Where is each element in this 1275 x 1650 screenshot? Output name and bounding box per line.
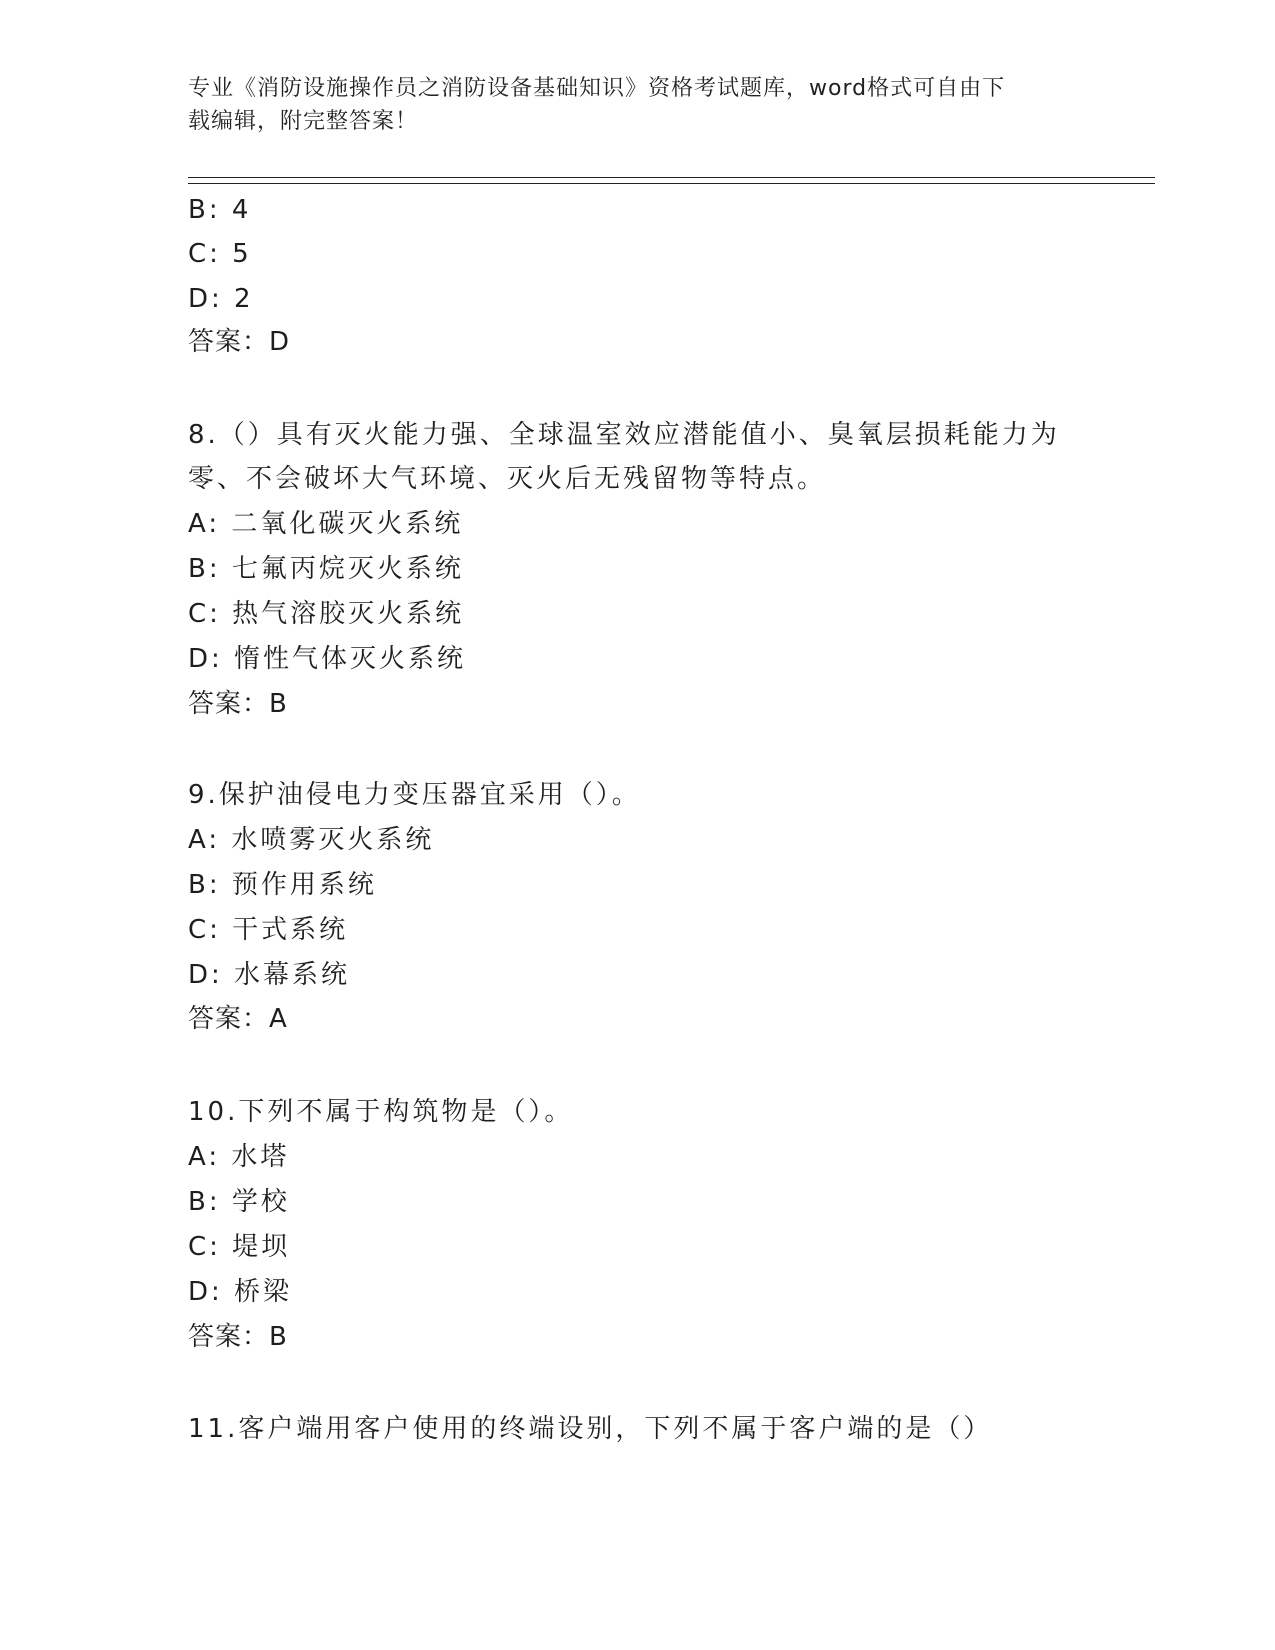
q7-answer: 答案：D [188, 327, 291, 357]
q7-option-c: C: 5 [188, 239, 252, 269]
q10-answer: 答案：B [188, 1322, 288, 1352]
q9-option-c: C: 干式系统 [188, 915, 349, 945]
q8-stem-line-2: 零、不会破坏大气环境、灭火后无残留物等特点。 [188, 464, 827, 494]
q9-option-a: A: 水喷雾灭火系统 [188, 825, 435, 855]
q10-stem: 10.下列不属于构筑物是（）。 [188, 1097, 574, 1127]
q11-stem: 11.客户端用客户使用的终端设别，下列不属于客户端的是（） [188, 1414, 993, 1444]
q10-option-b: B: 学校 [188, 1187, 290, 1217]
q10-option-d: D: 桥梁 [188, 1277, 293, 1307]
q8-option-b: B: 七氟丙烷灭火系统 [188, 554, 464, 584]
document-header [188, 72, 1068, 138]
header-divider-bottom [188, 183, 1155, 184]
q8-option-d: D: 惰性气体灭火系统 [188, 644, 467, 674]
q9-option-b: B: 预作用系统 [188, 870, 377, 900]
header-line-1: 专业《消防设施操作员之消防设备基础知识》资格考试题库，word格式可自由下 [188, 76, 1006, 101]
q7-option-d: D: 2 [188, 284, 254, 314]
q10-option-a: A: 水塔 [188, 1142, 290, 1172]
q8-stem-line-1: 8.（）具有灭火能力强、全球温室效应潜能值小、臭氧层损耗能力为 [188, 420, 1060, 450]
header-line-2: 载编辑，附完整答案！ [188, 109, 419, 134]
q7-option-b: B: 4 [188, 195, 252, 225]
header-divider-top [188, 177, 1155, 178]
q8-option-c: C: 热气溶胶灭火系统 [188, 599, 465, 629]
q9-answer: 答案：A [188, 1004, 288, 1034]
q9-stem: 9.保护油侵电力变压器宜采用（）。 [188, 780, 641, 810]
q9-option-d: D: 水幕系统 [188, 960, 351, 990]
q8-answer: 答案：B [188, 689, 288, 719]
q10-option-c: C: 堤坝 [188, 1232, 291, 1262]
q8-option-a: A: 二氧化碳灭火系统 [188, 509, 464, 539]
